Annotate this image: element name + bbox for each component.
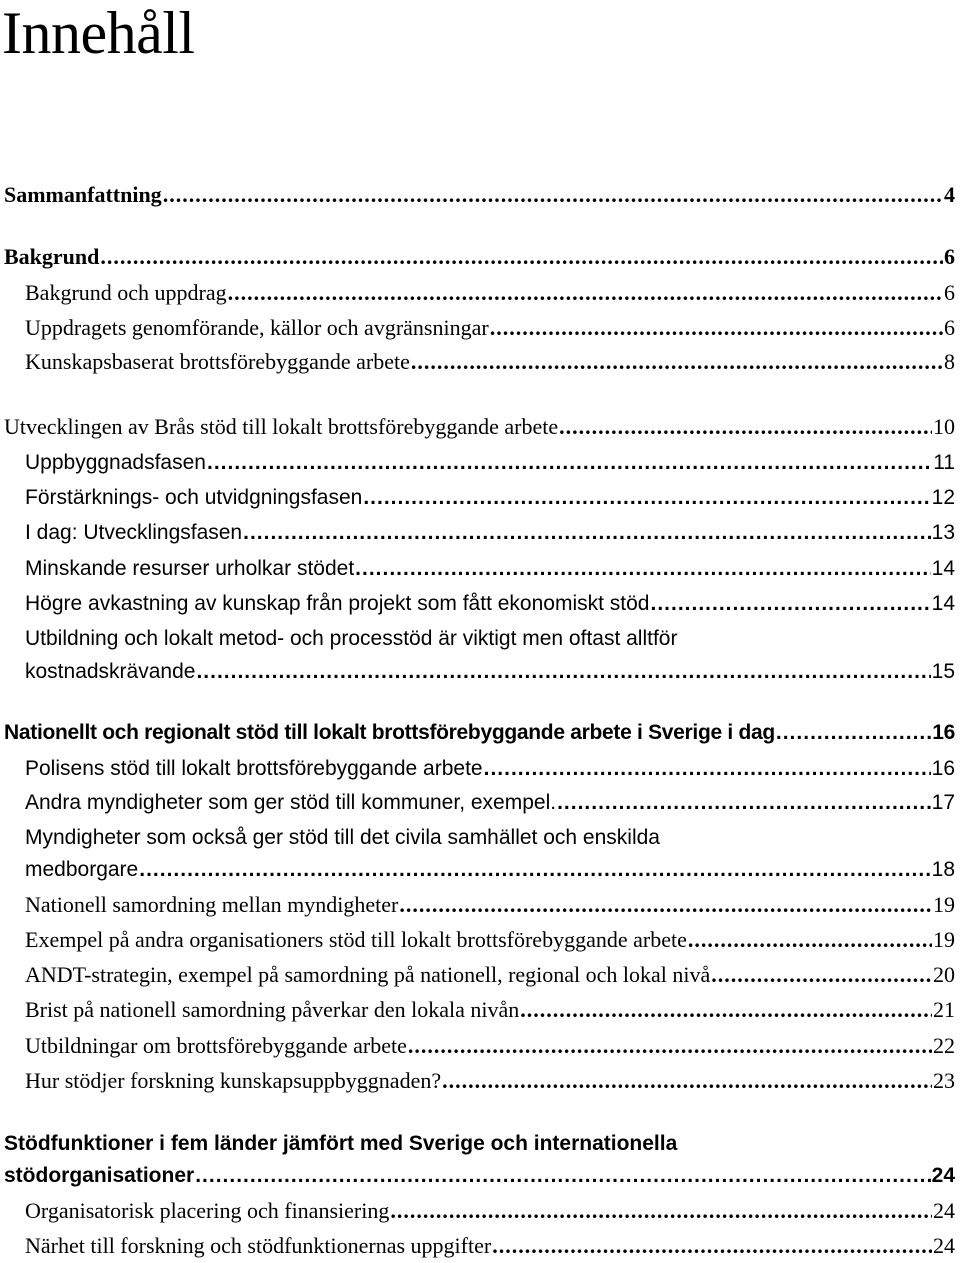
toc-dot-leader [492, 1229, 932, 1262]
toc-entry-title: Förstärknings- och utvidgningsfasen [25, 486, 363, 509]
toc-entry-exempel-andra-organisationer[interactable] [0, 923, 955, 956]
toc-entry-title: Bakgrund och uppdrag [25, 280, 227, 305]
toc-page-number: 11 [933, 451, 955, 474]
toc-page-number: 14 [931, 557, 955, 580]
toc-entry-title: Minskande resurser urholkar stödet [25, 557, 355, 580]
toc-page-number: 10 [933, 414, 955, 439]
toc-dot-leader [163, 178, 943, 211]
toc-entry-title: Utvecklingen av Brås stöd till lokalt brottsförebyggande arbete [4, 414, 559, 439]
toc-entry-nationellt-och-regionalt[interactable] [0, 716, 955, 749]
toc-dot-leader [411, 345, 943, 378]
toc-page-number: 24 [933, 1233, 955, 1258]
toc-dot-leader [399, 888, 932, 921]
toc-dot-leader [484, 752, 931, 785]
toc-page-number: 23 [933, 1068, 955, 1093]
toc-dot-leader [100, 240, 943, 273]
toc-page-number: 8 [944, 349, 955, 374]
toc-dot-leader [207, 446, 932, 479]
toc-entry-minskande-resurser[interactable] [0, 552, 955, 585]
toc-entry-title: Sammanfattning [4, 182, 162, 207]
toc-page-number: 6 [944, 315, 955, 340]
toc-entry-title: Nationellt och regionalt stöd till lokalt brottsförebyggande arbete i Sverige i dag [4, 721, 775, 744]
toc-entry-title: ANDT-strategin, exempel på samordning på nationell, regional och lokal nivå [25, 962, 711, 987]
toc-entry-utbildningar[interactable] [0, 1029, 955, 1062]
toc-entry-title: Uppdragets genomförande, källor och avgränsningar [25, 315, 489, 340]
toc-entry-nationell-samordning[interactable] [0, 888, 955, 921]
toc-page-number: 24 [931, 1164, 955, 1187]
toc-page-number: 14 [931, 592, 955, 615]
toc-entry-title: Hur stödjer forskning kunskapsuppbyggnaden? [25, 1068, 442, 1093]
toc-entry-title: I dag: Utvecklingsfasen [25, 521, 243, 544]
toc-dot-leader [243, 516, 931, 549]
toc-dot-leader [196, 655, 930, 688]
toc-entry-title: stödorganisationer [4, 1164, 195, 1187]
toc-entry-bakgrund[interactable] [0, 240, 955, 273]
toc-entry-stodfunktioner[interactable] [0, 1159, 955, 1192]
toc-entry-title: Organisatorisk placering och finansiering [25, 1198, 390, 1223]
toc-entry-title: Utbildningar om brottsförebyggande arbete [25, 1033, 407, 1058]
toc-page-number: 24 [933, 1198, 955, 1223]
page-title: Innehåll [2, 0, 195, 66]
toc-dot-leader [355, 552, 930, 585]
toc-entry-title: medborgare [25, 858, 139, 881]
toc-page-number: 12 [931, 486, 955, 509]
toc-dot-leader [442, 1064, 932, 1097]
toc-entry-title: Nationell samordning mellan myndigheter [25, 892, 399, 917]
toc-entry-forstarkningsfasen[interactable] [0, 481, 955, 514]
toc-entry-utbildning-line1: Utbildning och lokalt metod- och processtöd är viktigt men oftast alltför [25, 627, 678, 650]
toc-entry-title: Uppbyggnadsfasen [25, 451, 206, 474]
toc-dot-leader [688, 923, 932, 956]
toc-entry-title: Bakgrund [4, 244, 100, 269]
toc-entry-myndigheter-civila[interactable] [0, 853, 955, 886]
toc-page-number: 19 [933, 892, 955, 917]
toc-entry-stodfunktioner-line1: Stödfunktioner i fem länder jämfört med Sverige och internationella [4, 1132, 678, 1155]
toc-entry-hogre-avkastning[interactable] [0, 587, 955, 620]
toc-page-number: 18 [931, 858, 955, 881]
toc-entry-title: Exempel på andra organisationers stöd till lokalt brottsförebyggande arbete [25, 927, 687, 952]
toc-entry-title: kostnadskrävande [25, 660, 196, 683]
toc-page-number: 6 [944, 280, 955, 305]
toc-entry-myndigheter-line1: Myndigheter som också ger stöd till det civila samhället och enskilda [25, 826, 660, 849]
toc-dot-leader [228, 276, 943, 309]
toc-entry-utvecklingen[interactable] [0, 410, 955, 443]
toc-entry-uppdragets-genomforande[interactable] [0, 311, 955, 344]
toc-entry-organisatorisk-placering[interactable] [0, 1194, 955, 1227]
toc-entry-utvecklingsfasen[interactable] [0, 516, 955, 549]
toc-page-number: 16 [932, 721, 955, 744]
toc-entry-forskning[interactable] [0, 1064, 955, 1097]
toc-dot-leader [559, 410, 932, 443]
toc-dot-leader [195, 1159, 930, 1192]
toc-dot-leader [390, 1194, 932, 1227]
toc-page-number: 22 [933, 1033, 955, 1058]
toc-entry-title: Brist på nationell samordning påverkar den lokala nivån [25, 997, 520, 1022]
toc-entry-andra-myndigheter[interactable] [0, 786, 955, 819]
toc-dot-leader [650, 587, 930, 620]
toc-dot-leader [520, 993, 932, 1026]
toc-entry-polisens-stod[interactable] [0, 752, 955, 785]
toc-entry-andt-strategin[interactable] [0, 958, 955, 991]
toc-entry-kunskapsbaserat[interactable] [0, 345, 955, 378]
toc-dot-leader [711, 958, 932, 991]
toc-entry-utbildning[interactable] [0, 655, 955, 688]
toc-page-number: 13 [931, 521, 955, 544]
toc-page-number: 4 [944, 182, 955, 207]
toc-page-number: 21 [933, 997, 955, 1022]
toc-dot-leader [776, 716, 931, 749]
toc-page-number: 20 [933, 962, 955, 987]
toc-entry-title: Kunskapsbaserat brottsförebyggande arbete [25, 349, 410, 374]
toc-entry-uppbyggnadsfasen[interactable] [0, 446, 955, 479]
toc-dot-leader [490, 311, 943, 344]
toc-dot-leader [139, 853, 930, 886]
toc-entry-title: Närhet till forskning och stödfunktionernas uppgifter [25, 1233, 492, 1258]
toc-page-number: 17 [931, 791, 955, 814]
toc-entry-bakgrund-och-uppdrag[interactable] [0, 276, 955, 309]
toc-entry-sammanfattning[interactable] [0, 178, 955, 211]
toc-dot-leader [363, 481, 930, 514]
toc-entry-title: Högre avkastning av kunskap från projekt som fått ekonomiskt stöd [25, 592, 650, 615]
toc-dot-leader [408, 1029, 932, 1062]
toc-page-number: 19 [933, 927, 955, 952]
toc-entry-title: Andra myndigheter som ger stöd till kommuner, exempel. [25, 791, 557, 814]
toc-page-number: 6 [944, 244, 955, 269]
toc-entry-brist-pa-samordning[interactable] [0, 993, 955, 1026]
toc-dot-leader [557, 786, 931, 819]
toc-page-number: 15 [931, 660, 955, 683]
toc-entry-title: Polisens stöd till lokalt brottsförebyggande arbete [25, 757, 483, 780]
toc-page-number: 16 [931, 757, 955, 780]
toc-entry-narhet-till-forskning[interactable] [0, 1229, 955, 1262]
